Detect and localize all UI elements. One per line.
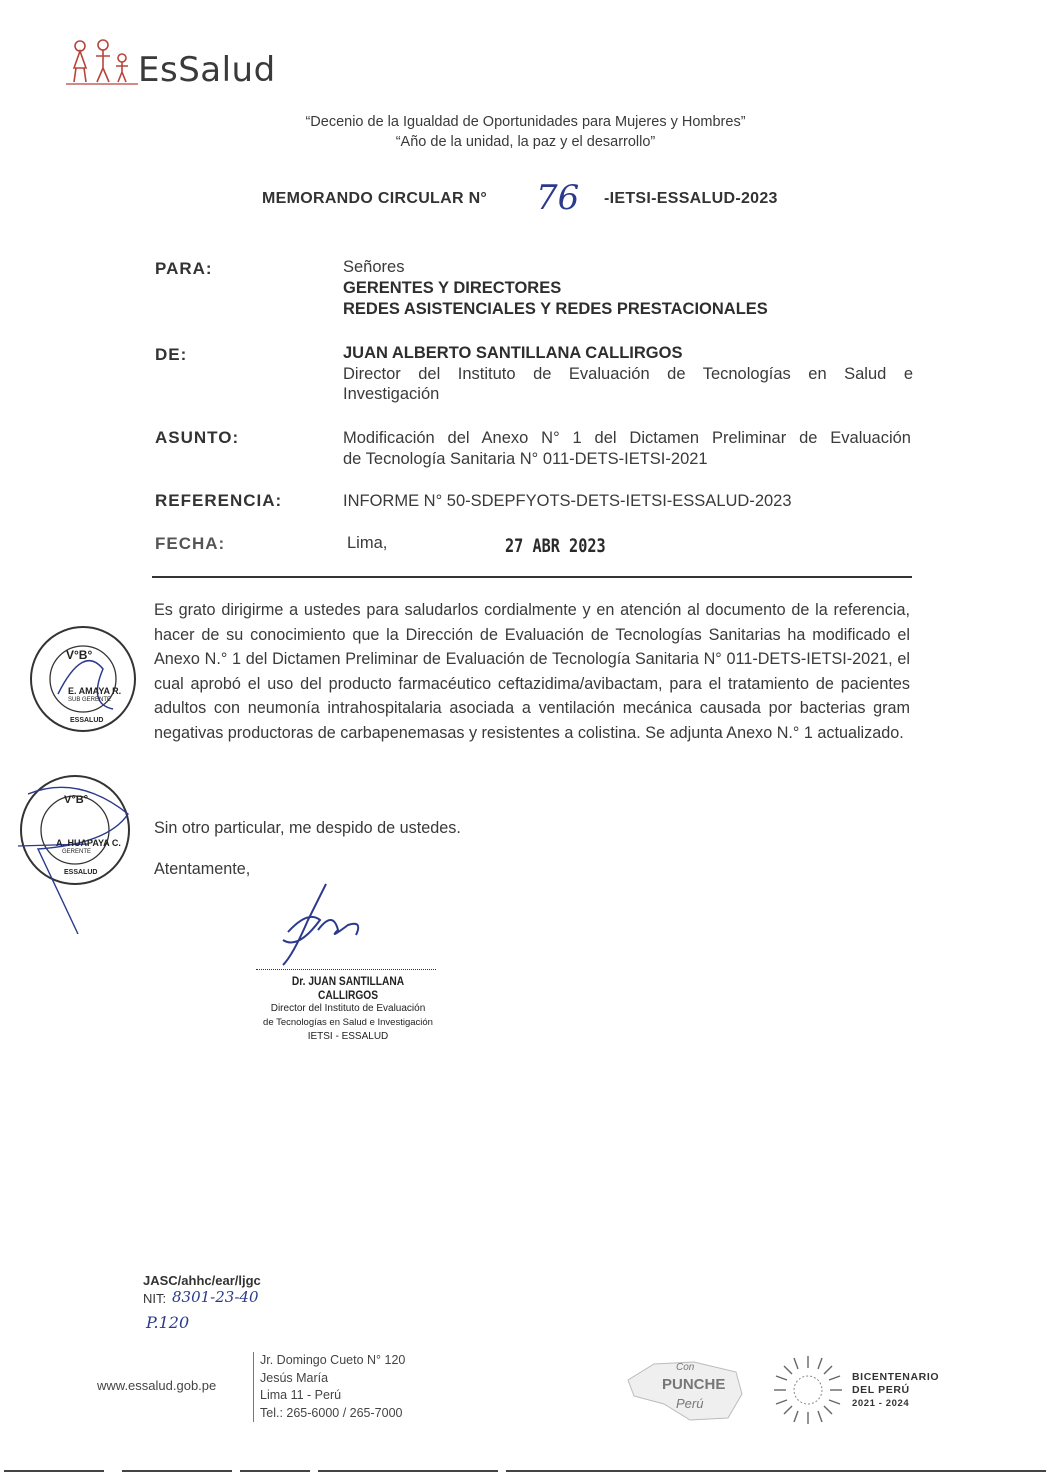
para-salutation: Señores [343, 258, 405, 276]
logo-wordmark: EsSalud [138, 50, 276, 90]
seal-role-text: SUB GERENTE [68, 697, 112, 703]
date-stamp: 27 ABR 2023 [505, 535, 606, 557]
header-divider [152, 576, 912, 578]
seal-vb-text: V°B° [66, 648, 93, 662]
seal-org-text: ESSALUD [70, 717, 104, 724]
para-label: PARA: [155, 259, 213, 278]
subject-line: Modificación del Anexo N° 1 del Dictamen Preliminar de Evaluación [343, 429, 911, 447]
family-figures-icon [66, 38, 138, 88]
signatory-name: Dr. JUAN SANTILLANA CALLIRGOS [291, 974, 405, 1002]
seal-vb-text: V°B° [64, 794, 89, 806]
campaign-peru: Perú [676, 1396, 704, 1411]
regards-line: Atentamente, [154, 860, 251, 878]
seal-org-text: ESSALUD [64, 869, 98, 876]
footer-rule-segment [506, 1470, 1046, 1472]
approval-stamp-huapaya [18, 774, 132, 886]
para-recipients: GERENTES Y DIRECTORES [343, 279, 562, 297]
approval-stamp-amaya [28, 624, 138, 734]
sender-title-cont: Investigación [343, 385, 440, 403]
signatory-role-cont: de Tecnologías en Salud e Investigación [263, 1017, 433, 1028]
nit-label: NIT: [143, 1291, 167, 1306]
seal-role-text: GERENTE [62, 849, 92, 855]
memo-title-prefix: MEMORANDO CIRCULAR N° [262, 190, 488, 207]
sender-title: Director del Instituto de Evaluación de Tecnologías en Salud e [343, 365, 913, 383]
footer-rule-segment [240, 1470, 310, 1472]
footer-rule-segment [122, 1470, 232, 1472]
fecha-label: FECHA: [155, 534, 226, 553]
address-city: Lima 11 - Perú [260, 1388, 342, 1402]
closing-line: Sin otro particular, me despido de ustedes. [154, 819, 461, 837]
reference-initials: JASC/ahhc/ear/ljgc [143, 1273, 261, 1288]
reference-document: INFORME N° 50-SDEPFYOTS-DETS-IETSI-ESSALUD-2023 [343, 492, 792, 510]
handwritten-signature [268, 880, 378, 972]
campaign-punche: PUNCHE [662, 1376, 726, 1393]
seal-name-text: A. HUAPAYA C. [56, 838, 121, 848]
campaign-con: Con [676, 1362, 695, 1373]
footer-rule-segment [318, 1470, 498, 1472]
date-place: Lima, [347, 534, 388, 552]
referencia-label: REFERENCIA: [155, 491, 283, 510]
asunto-label: ASUNTO: [155, 428, 240, 447]
address-phone: Tel.: 265-6000 / 265-7000 [260, 1405, 403, 1420]
website-text: www.essalud.gob.pe [97, 1378, 217, 1393]
bicentenario-years: 2021 - 2024 [852, 1398, 910, 1409]
memo-body-paragraph: Es grato dirigirme a ustedes para saludarlos cordialmente y en atención al documento de la referencia, hacer de su conocimiento que la Dirección de Evaluación de Tecnologías Sanitarias ha modificado el Anexo N.° 1 del Dictamen Preliminar de Evaluación de Tecnología Sanitaria N° 011-DETS-IETSI-2021, el cual aprobó el uso del producto farmacéutico ceftazidima/avibactam, para el tratamiento de pacientes adultos con neumonía intrahospitalaria asociada a ventilación mecánica causada por bacterias gram negativas productoras de carbapenemasas y resistentes a colistina. Se adjunta Anexo N.° 1 actualizado. [154, 601, 910, 742]
footer-rule-segment [4, 1470, 104, 1472]
para-networks: REDES ASISTENCIALES Y REDES PRESTACIONALES [343, 300, 768, 318]
address-block [253, 1352, 405, 1422]
bicentenario-line1: BICENTENARIO [852, 1371, 940, 1383]
memo-title-suffix: -IETSI-ESSALUD-2023 [604, 190, 778, 207]
con-punche-peru-logo [624, 1360, 744, 1422]
address-district: Jesús María [260, 1370, 329, 1385]
sunburst-icon [772, 1354, 844, 1426]
folio-handwritten: P.120 [146, 1313, 190, 1332]
sender-name: JUAN ALBERTO SANTILLANA CALLIRGOS [343, 344, 683, 362]
nit-handwritten: 8301-23-40 [172, 1288, 259, 1306]
year-motto: “Año de la unidad, la paz y el desarrollo” [395, 134, 656, 150]
seal-name-text: E. AMAYA R. [68, 686, 122, 696]
memo-number-handwritten: 76 [536, 178, 580, 218]
bicentenario-line2: DEL PERÚ [852, 1384, 910, 1396]
address-street: Jr. Domingo Cueto N° 120 [260, 1353, 406, 1367]
signature-line [256, 969, 436, 970]
subject-line-cont: de Tecnología Sanitaria N° 011-DETS-IETSI-2021 [343, 450, 708, 468]
signatory-institution: IETSI - ESSALUD [307, 1031, 389, 1042]
bicentenario-text [852, 1371, 939, 1410]
signature-block [248, 974, 448, 1044]
bicentenario-emblem [772, 1354, 844, 1426]
decade-motto: “Decenio de la Igualdad de Oportunidades para Mujeres y Hombres” [305, 114, 746, 130]
signatory-role: Director del Instituto de Evaluación [270, 1003, 426, 1014]
de-label: DE: [155, 345, 188, 364]
